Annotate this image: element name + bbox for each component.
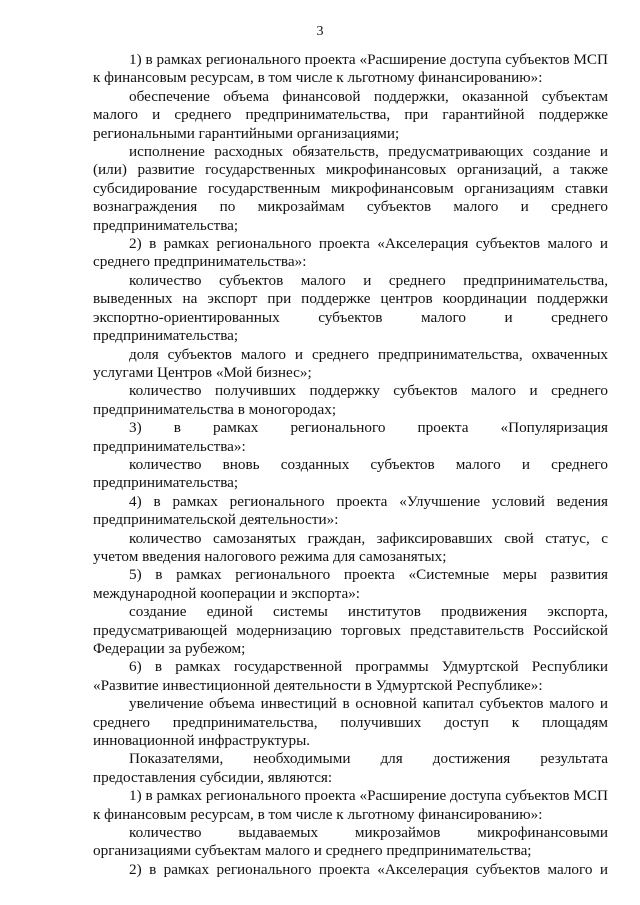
paragraph: 1) в рамках регионального проекта «Расширение доступа субъектов МСП к финансовым ресурсам, в том числе к льготному финансированию»: [93, 51, 608, 87]
paragraph: 4) в рамках регионального проекта «Улучшение условий ведения предпринимательской деятельности»: [93, 492, 608, 529]
paragraph: количество субъектов малого и среднего предпринимательства, выведенных на экспорт при поддержке центров координации поддержки экспортно-ориентированных субъектов малого и среднего предпринимательства; [93, 271, 608, 345]
paragraph: обеспечение объема финансовой поддержки, оказанной субъектам малого и среднего предпринимательства, при гарантийной поддержке региональными гарантийными организациями; [93, 87, 608, 142]
paragraph: увеличение объема инвестиций в основной капитал субъектов малого и среднего предпринимательства, получивших доступ к площадям инновационной инфраструктуры. [93, 695, 608, 750]
paragraph: количество выдаваемых микрозаймов микрофинансовыми организациями субъектам малого и среднего предпринимательства; [93, 824, 608, 860]
document-body [93, 51, 608, 879]
paragraph: 6) в рамках государственной программы Удмуртской Республики «Развитие инвестиционной деятельности в Удмуртской Республике»: [93, 658, 608, 694]
paragraph: 5) в рамках регионального проекта «Системные меры развития международной кооперации и экспорта»: [93, 566, 608, 602]
page-number: 3 [316, 24, 324, 39]
paragraph: создание единой системы институтов продвижения экспорта, предусматривающей модернизацию торговых представительств Российской Федерации за рубежом; [93, 603, 608, 657]
paragraph: 1) в рамках регионального проекта «Расширение доступа субъектов МСП к финансовым ресурсам, в том числе к льготному финансированию»: [93, 787, 608, 823]
paragraph: количество получивших поддержку субъектов малого и среднего предпринимательства в моногородах; [93, 382, 608, 418]
paragraph: количество самозанятых граждан, зафиксировавших свой статус, с учетом введения налогового режима для самозанятых; [93, 529, 608, 565]
paragraph: доля субъектов малого и среднего предпринимательства, охваченных услугами Центров «Мой бизнес»; [93, 345, 608, 381]
paragraph: 3) в рамках регионального проекта «Популяризация предпринимательства»: [93, 419, 608, 455]
paragraph: 2) в рамках регионального проекта «Акселерация субъектов малого и среднего предпринимательства»: [93, 235, 608, 271]
paragraph: исполнение расходных обязательств, предусматривающих создание и (или) развитие государственных микрофинансовых организаций, а также субсидирование государственным микрофинансовым организациям ставки вознаграждения по микрозаймам субъектов малого и среднего предпринимательства; [93, 143, 608, 234]
paragraph: количество вновь созданных субъектов малого и среднего предпринимательства; [93, 455, 608, 492]
paragraph: Показателями, необходимыми для достижения результата предоставления субсидии, являются: [93, 750, 608, 786]
paragraph: 2) в рамках регионального проекта «Акселерация субъектов малого и [129, 860, 608, 878]
